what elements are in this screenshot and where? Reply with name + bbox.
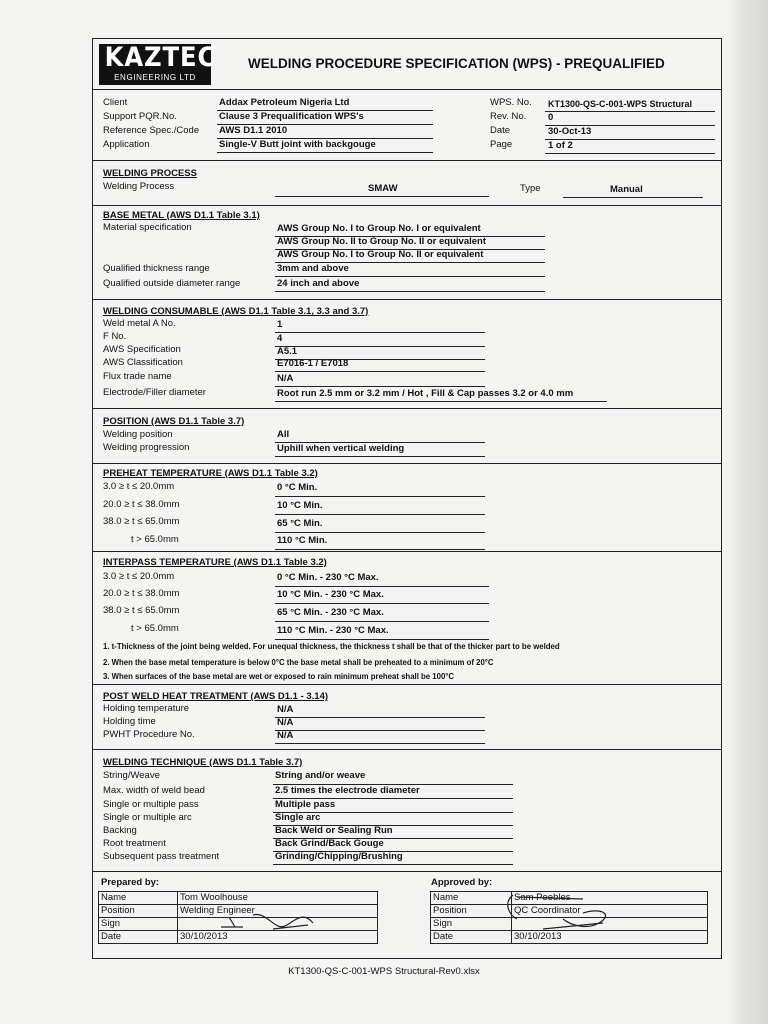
- header: [93, 39, 721, 90]
- prepared-position-value: Welding Engineer: [178, 905, 378, 918]
- od-value: 24 inch and above: [277, 278, 360, 289]
- consumable-value: 4: [277, 333, 283, 344]
- prepared-position-label: Position: [99, 905, 178, 918]
- consumable-label: F No.: [103, 331, 127, 342]
- application-value: Single-V Butt joint with backgouge: [219, 139, 376, 150]
- material-spec-label: Material specification: [103, 222, 192, 233]
- position-heading: POSITION (AWS D1.1 Table 3.7): [103, 416, 245, 427]
- prepared-name-value: Tom Woolhouse: [178, 892, 378, 905]
- interpass-range-label: 20.0 ≥ t ≤ 38.0mm: [103, 588, 180, 599]
- pwht-value: N/A: [277, 730, 294, 741]
- prepared-name-label: Name: [99, 892, 178, 905]
- scan-edge: [726, 0, 768, 1024]
- date-label: Date: [490, 125, 511, 136]
- technique-value: Single arc: [275, 812, 321, 823]
- date-value: 30-Oct-13: [548, 126, 592, 137]
- technique-label: Max. width of weld bead: [103, 785, 205, 796]
- approved-signature-icon: [503, 889, 633, 939]
- preheat-heading: PREHEAT TEMPERATURE (AWS D1.1 Table 3.2): [103, 468, 318, 479]
- position-label: Welding position: [103, 429, 173, 440]
- page-value: 1 of 2: [548, 140, 573, 151]
- underline: [545, 153, 715, 154]
- interpass-value: 110 °C Min. - 230 °C Max.: [277, 625, 389, 636]
- preheat-range-label: 20.0 ≥ t ≤ 38.0mm: [103, 499, 180, 510]
- technique-label: Root treatment: [103, 838, 166, 849]
- preheat-value: 65 °C Min.: [277, 518, 323, 529]
- underline: [275, 514, 485, 515]
- prepared-sign-label: Sign: [99, 918, 178, 931]
- pqr-value: Clause 3 Prequalification WPS's: [219, 111, 364, 122]
- underline: [275, 196, 489, 197]
- divider: [93, 871, 721, 872]
- ref-label: Reference Spec./Code: [103, 125, 200, 136]
- underline: [275, 332, 485, 333]
- ref-value: AWS D1.1 2010: [219, 125, 288, 136]
- prepared-by-heading: Prepared by:: [101, 877, 160, 888]
- interpass-heading: INTERPASS TEMPERATURE (AWS D1.1 Table 3.2): [103, 557, 327, 568]
- preheat-value: 0 °C Min.: [277, 482, 318, 493]
- underline: [275, 603, 489, 604]
- underline: [275, 743, 485, 744]
- interpass-range-label: 38.0 ≥ t ≤ 65.0mm: [103, 605, 180, 616]
- approved-position-label: Position: [431, 905, 512, 918]
- document-title: WELDING PROCEDURE SPECIFICATION (WPS) - PREQUALIFIED: [248, 56, 665, 71]
- underline: [275, 717, 485, 718]
- material-1: AWS Group No. I to Group No. I or equivalent: [277, 223, 481, 234]
- technique-label: Backing: [103, 825, 137, 836]
- wps-no-value: KT1300-QS-C-001-WPS Structural: [548, 99, 693, 109]
- prepared-date-label: Date: [99, 931, 178, 944]
- divider: [93, 551, 721, 552]
- wps-no-label: WPS. No.: [490, 97, 532, 108]
- consumable-label: Electrode/Filler diameter: [103, 387, 206, 398]
- consumable-label: Weld metal A No.: [103, 318, 176, 329]
- underline: [563, 197, 703, 198]
- underline: [275, 496, 485, 497]
- underline: [275, 730, 485, 731]
- pwht-value: N/A: [277, 704, 294, 715]
- divider: [93, 684, 721, 685]
- pwht-label: PWHT Procedure No.: [103, 729, 195, 740]
- preheat-range-label: 38.0 ≥ t ≤ 65.0mm: [103, 516, 180, 527]
- underline: [275, 456, 485, 457]
- technique-heading: WELDING TECHNIQUE (AWS D1.1 Table 3.7): [103, 757, 303, 768]
- approved-by-heading: Approved by:: [431, 877, 493, 888]
- interpass-range-label: 3.0 ≥ t ≤ 20.0mm: [103, 571, 175, 582]
- approved-name-value: Sam Peebles: [512, 892, 708, 905]
- position-label: Welding progression: [103, 442, 190, 453]
- pwht-label: Holding time: [103, 716, 156, 727]
- consumable-heading: WELDING CONSUMABLE (AWS D1.1 Table 3.1, 3.3 and 3.7): [103, 306, 369, 317]
- underline: [275, 532, 485, 533]
- consumable-label: AWS Classification: [103, 357, 183, 368]
- kaztec-logo: [99, 42, 217, 85]
- technique-value: String and/or weave: [275, 770, 366, 781]
- client-value: Addax Petroleum Nigeria Ltd: [219, 97, 350, 108]
- client-label: Client: [103, 97, 128, 108]
- logo-text: KAZTEC: [104, 42, 217, 73]
- wps-sheet: [92, 38, 722, 959]
- welding-process-label: Welding Process: [103, 181, 175, 192]
- position-value: All: [277, 429, 290, 440]
- pqr-label: Support PQR.No.: [103, 111, 177, 122]
- technique-label: Subsequent pass treatment: [103, 851, 220, 862]
- divider: [93, 299, 721, 300]
- underline: [273, 864, 513, 865]
- preheat-range-label: t > 65.0mm: [131, 534, 179, 545]
- underline: [275, 401, 607, 402]
- divider: [93, 205, 721, 206]
- base-metal-heading: BASE METAL (AWS D1.1 Table 3.1): [103, 210, 260, 221]
- material-2: AWS Group No. II to Group No. II or equivalent: [277, 236, 486, 247]
- welding-process-heading: WELDING PROCESS: [103, 168, 197, 179]
- logo-subtext: ENGINEERING LTD: [114, 73, 196, 82]
- approved-name-label: Name: [431, 892, 512, 905]
- consumable-value: 1: [277, 319, 283, 330]
- divider: [93, 408, 721, 409]
- divider: [93, 160, 721, 161]
- underline: [275, 371, 485, 372]
- underline: [275, 291, 545, 292]
- underline: [275, 639, 489, 640]
- note-1: 1. t-Thickness of the joint being welded. For unequal thickness, the thickness t shall be that of the thicker part to be welded: [103, 642, 560, 651]
- approved-position-value: QC Coordinator: [512, 905, 708, 918]
- note-2: 2. When the base metal temperature is below 0°C the base metal shall be preheated to a minimum of 20°C: [103, 658, 494, 667]
- pwht-heading: POST WELD HEAT TREATMENT (AWS D1.1 - 3.14): [103, 691, 329, 702]
- technique-value: Back Grind/Back Gouge: [275, 838, 384, 849]
- application-label: Application: [103, 139, 150, 150]
- preheat-value: 110 °C Min.: [277, 535, 328, 546]
- underline: [275, 586, 489, 587]
- prepared-date-value: 30/10/2013: [178, 931, 378, 944]
- underline: [275, 621, 489, 622]
- od-label: Qualified outside diameter range: [103, 278, 241, 289]
- interpass-value: 0 °C Min. - 230 °C Max.: [277, 572, 379, 583]
- underline: [275, 276, 545, 277]
- preheat-range-label: 3.0 ≥ t ≤ 20.0mm: [103, 481, 175, 492]
- underline: [217, 152, 433, 153]
- pwht-label: Holding temperature: [103, 703, 190, 714]
- thickness-label: Qualified thickness range: [103, 263, 210, 274]
- technique-label: Single or multiple arc: [103, 812, 192, 823]
- interpass-range-label: t > 65.0mm: [131, 623, 179, 634]
- approved-date-label: Date: [431, 931, 512, 944]
- prepared-signature-icon: [213, 907, 323, 937]
- technique-value: Back Weld or Sealing Run: [275, 825, 393, 836]
- footer-filename: KT1300-QS-C-001-WPS Structural-Rev0.xlsx: [288, 966, 480, 977]
- consumable-label: AWS Specification: [103, 344, 181, 355]
- consumable-value: Root run 2.5 mm or 3.2 mm / Hot , Fill & Cap passes 3.2 or 4.0 mm: [277, 388, 574, 399]
- divider: [93, 749, 721, 750]
- underline: [545, 111, 715, 112]
- type-value: Manual: [610, 184, 643, 195]
- type-label: Type: [520, 183, 541, 194]
- position-value: Uphill when vertical welding: [277, 443, 405, 454]
- underline: [275, 549, 485, 550]
- interpass-value: 65 °C Min. - 230 °C Max.: [277, 607, 384, 618]
- approved-date-value: 30/10/2013: [512, 931, 708, 944]
- technique-label: Single or multiple pass: [103, 799, 199, 810]
- note-3: 3. When surfaces of the base metal are wet or exposed to rain minimum preheat shall be 100°C: [103, 672, 455, 681]
- thickness-value: 3mm and above: [277, 263, 349, 274]
- material-3: AWS Group No. I to Group No. II or equivalent: [277, 249, 484, 260]
- approved-sign-label: Sign: [431, 918, 512, 931]
- consumable-label: Flux trade name: [103, 371, 172, 382]
- page-label: Page: [490, 139, 513, 150]
- technique-label: String/Weave: [103, 770, 160, 781]
- welding-process-value: SMAW: [368, 183, 398, 194]
- underline: [275, 346, 485, 347]
- consumable-value: A5.1: [277, 346, 298, 357]
- technique-value: 2.5 times the electrode diameter: [275, 785, 420, 796]
- consumable-value: E7016-1 / E7018: [277, 358, 349, 369]
- interpass-value: 10 °C Min. - 230 °C Max.: [277, 589, 384, 600]
- divider: [93, 463, 721, 464]
- rev-no-label: Rev. No.: [490, 111, 527, 122]
- preheat-value: 10 °C Min.: [277, 500, 323, 511]
- technique-value: Multiple pass: [275, 799, 336, 810]
- pwht-value: N/A: [277, 717, 294, 728]
- rev-no-value: 0: [548, 112, 554, 123]
- underline: [275, 386, 485, 387]
- consumable-value: N/A: [277, 373, 294, 384]
- technique-value: Grinding/Chipping/Brushing: [275, 851, 403, 862]
